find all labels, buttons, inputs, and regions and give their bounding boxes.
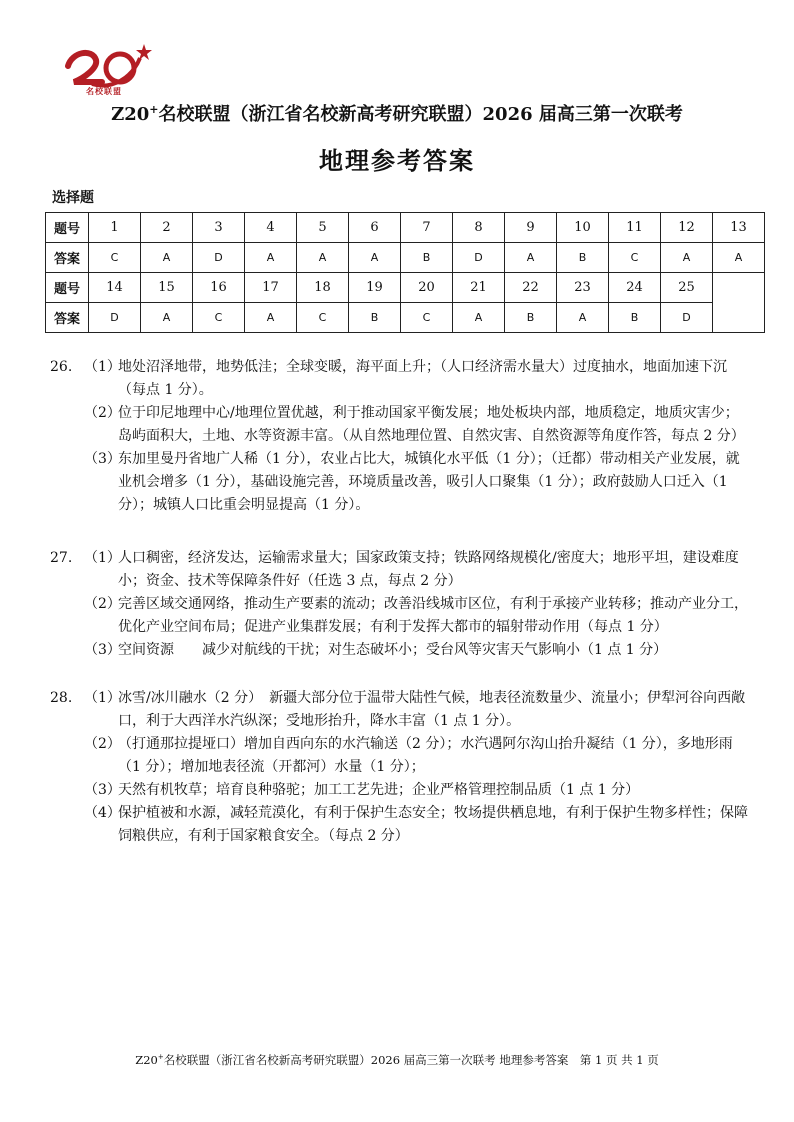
answer-text: 天然有机牧草；培育良种骆驼；加工工艺先进；企业严格管理控制品质（1 点 1 分） — [118, 782, 640, 798]
answer-text: 冰雪/冰川融水（2 分） 新疆大部分位于温带大陆性气候，地表径流数量少、流量小；伊犁河谷向西敞口，利于大西洋水汽纵深；受地形抬升，降水丰富（1 点 1 分）。 — [118, 690, 746, 729]
question-number-cell: 7 — [401, 213, 453, 243]
footer-prefix: Z20 — [135, 1053, 158, 1067]
question-number-cell: 17 — [245, 273, 297, 303]
answer-text: 完善区域交通网络，推动生产要素的流动；改善沿线城市区位，有利于承接产业转移；推动产业分工，优化产业空间布局；促进产业集群发展；有利于发挥大都市的辐射带动作用（每点 1 分） — [118, 596, 748, 635]
answer-text: 位于印尼地理中心/地理位置优越，利于推动国家平衡发展；地处板块内部，地质稳定，地质灾害少；岛屿面积大，土地、水等资源丰富。（从自然地理位置、自然灾害、自然资源等角度作答，每点 2 分） — [118, 405, 745, 444]
question-number-cell: 3 — [193, 213, 245, 243]
question-number-cell: 12 — [661, 213, 713, 243]
answer-cell: C — [401, 303, 453, 333]
question-28 — [50, 687, 750, 848]
footer-sup: + — [157, 1053, 164, 1062]
question-number-cell: 2 — [141, 213, 193, 243]
part-label: （2） — [84, 736, 121, 752]
answer-cell: A — [349, 243, 401, 273]
question-number-cell: 21 — [453, 273, 505, 303]
answer-cell: A — [713, 243, 765, 273]
question-number-cell: 15 — [141, 273, 193, 303]
answer-cell: D — [661, 303, 713, 333]
answer-cell: D — [89, 303, 141, 333]
question-number-cell: 4 — [245, 213, 297, 243]
answer-text: 保护植被和水源，减轻荒漠化，有利于保护生态安全；牧场提供栖息地，有利于保护生物多样性；保障饲粮供应，有利于国家粮食安全。（每点 2 分） — [118, 805, 748, 844]
question-number-cell: 14 — [89, 273, 141, 303]
answer-cell: B — [557, 243, 609, 273]
question-number-header: 题号 — [46, 213, 89, 243]
page-footer — [0, 1052, 794, 1068]
answer-cell: B — [401, 243, 453, 273]
question-26 — [50, 356, 750, 517]
part-label: （3） — [84, 451, 121, 467]
exam-header — [0, 100, 794, 126]
table-row — [46, 213, 765, 243]
question-number-cell: 1 — [89, 213, 141, 243]
part-label: （1） — [84, 359, 121, 375]
question-number: 26. — [50, 359, 73, 375]
answer-cell: B — [349, 303, 401, 333]
question-number-cell: 5 — [297, 213, 349, 243]
answer-text: 东加里曼丹省地广人稀（1 分），农业占比大，城镇化水平低（1 分）；（迁都）带动相关产业发展，就业机会增多（1 分），基础设施完善，环境质量改善，吸引人口聚集（1 分）；政府鼓励人口迁入（1 分）；城镇人口比重会明显提高（1 分）。 — [118, 451, 740, 513]
question-number-cell: 8 — [453, 213, 505, 243]
question-number-cell: 19 — [349, 273, 401, 303]
header-sup: + — [149, 103, 159, 116]
question-number-cell: 18 — [297, 273, 349, 303]
answer-header: 答案 — [46, 243, 89, 273]
answer-cell: C — [297, 303, 349, 333]
answer-text: 人口稠密，经济发达，运输需求量大；国家政策支持；铁路网络规模化/密度大；地形平坦，建设难度小；资金、技术等保障条件好（任选 3 点，每点 2 分） — [118, 550, 739, 589]
question-number-cell: 25 — [661, 273, 713, 303]
answer-cell: A — [245, 243, 297, 273]
part-label: （4） — [84, 805, 121, 821]
answer-table — [45, 212, 765, 333]
question-27 — [50, 547, 750, 662]
question-number-cell: 6 — [349, 213, 401, 243]
logo-text: 名校联盟 — [86, 86, 122, 96]
part-label: （3） — [84, 642, 121, 658]
question-number-cell: 10 — [557, 213, 609, 243]
question-number-cell: 24 — [609, 273, 661, 303]
question-number-cell: 13 — [713, 213, 765, 243]
part-label: （1） — [84, 690, 121, 706]
part-label: （2） — [84, 405, 121, 421]
part-label: （2） — [84, 596, 121, 612]
answer-cell: A — [141, 243, 193, 273]
answer-text: 空间资源 减少对航线的干扰；对生态破坏小；受台风等灾害天气影响小（1 点 1 分） — [118, 642, 668, 658]
part-label: （3） — [84, 782, 121, 798]
answer-cell: A — [297, 243, 349, 273]
answer-header: 答案 — [46, 303, 89, 333]
header-prefix: Z20 — [111, 104, 150, 125]
answer-cell: C — [89, 243, 141, 273]
question-number-header: 题号 — [46, 273, 89, 303]
table-row — [46, 303, 765, 333]
answer-text: 地处沼泽地带，地势低洼；全球变暖，海平面上升；（人口经济需水量大）过度抽水，地面加速下沉（每点 1 分）。 — [118, 359, 727, 398]
question-number: 28. — [50, 690, 73, 706]
answer-cell: A — [453, 303, 505, 333]
answer-cell: A — [245, 303, 297, 333]
section-label: 选择题 — [52, 190, 94, 206]
answer-text: （打通那拉提垭口）增加自西向东的水汽输送（2 分）；水汽遇阿尔沟山抬升凝结（1 分），多地形雨（1 分）；增加地表径流（开都河）水量（1 分）； — [118, 736, 733, 775]
answer-cell: B — [505, 303, 557, 333]
answer-cell: C — [193, 303, 245, 333]
answer-cell: B — [609, 303, 661, 333]
footer-text: 名校联盟（浙江省名校新高考研究联盟）2026 届高三第一次联考 地理参考答案 第 1 页 共 1 页 — [163, 1053, 659, 1067]
part-label: （1） — [84, 550, 121, 566]
document-title: 地理参考答案 — [319, 146, 475, 175]
question-number-cell: 11 — [609, 213, 661, 243]
answer-cell: A — [557, 303, 609, 333]
answer-cell: D — [193, 243, 245, 273]
table-row — [46, 243, 765, 273]
answer-cell: D — [453, 243, 505, 273]
question-number-cell: 23 — [557, 273, 609, 303]
answer-cell: A — [505, 243, 557, 273]
answer-cell: C — [609, 243, 661, 273]
question-number-cell: 20 — [401, 273, 453, 303]
answer-cell: A — [661, 243, 713, 273]
question-number-cell: 16 — [193, 273, 245, 303]
answer-cell: A — [141, 303, 193, 333]
empty-cell — [713, 273, 765, 333]
header-title-text: 名校联盟（浙江省名校新高考研究联盟）2026 届高三第一次联考 — [158, 104, 683, 125]
table-row — [46, 273, 765, 303]
question-number-cell: 22 — [505, 273, 557, 303]
question-number-cell: 9 — [505, 213, 557, 243]
question-number: 27. — [50, 550, 73, 566]
